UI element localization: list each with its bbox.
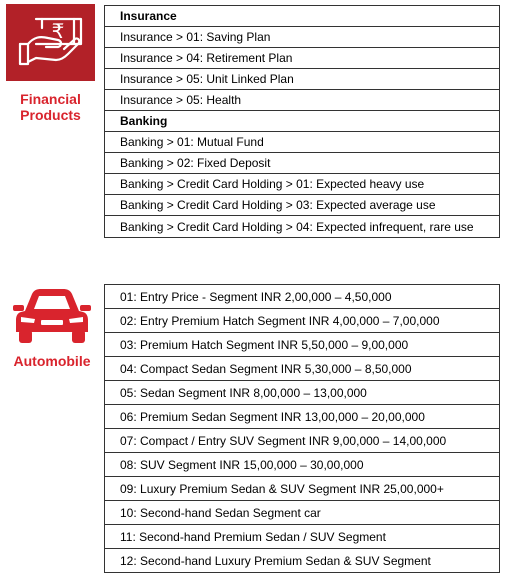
table-cell: Banking > 02: Fixed Deposit [105, 153, 500, 174]
table-cell: Insurance > 05: Health [105, 90, 500, 111]
rupee-note-in-hand-icon [6, 4, 95, 81]
table-row [105, 429, 500, 453]
table-row [105, 453, 500, 477]
table-cell: 04: Compact Sedan Segment INR 5,30,000 – 8,50,000 [105, 357, 500, 381]
table-cell: Insurance > 05: Unit Linked Plan [105, 69, 500, 90]
table-cell: 07: Compact / Entry SUV Segment INR 9,00,000 – 14,00,000 [105, 429, 500, 453]
table-section-header-row [105, 6, 500, 27]
table-row [105, 381, 500, 405]
automobile-table [104, 284, 500, 573]
car-front-icon [13, 284, 91, 344]
table-row [105, 90, 500, 111]
financial-products-label-line1: Financial [20, 91, 81, 107]
table-cell: 12: Second-hand Luxury Premium Sedan & SUV Segment [105, 549, 500, 573]
table-row [105, 285, 500, 309]
table-row [105, 549, 500, 573]
table-cell: Insurance > 01: Saving Plan [105, 27, 500, 48]
table-cell: 03: Premium Hatch Segment INR 5,50,000 – 9,00,000 [105, 333, 500, 357]
table-section-header-row [105, 111, 500, 132]
table-row [105, 477, 500, 501]
table-cell: Insurance > 04: Retirement Plan [105, 48, 500, 69]
table-row [105, 309, 500, 333]
table-row [105, 357, 500, 381]
table-cell: 06: Premium Sedan Segment INR 13,00,000 – 20,00,000 [105, 405, 500, 429]
table-cell: Banking > Credit Card Holding > 03: Expected average use [105, 195, 500, 216]
table-cell: 08: SUV Segment INR 15,00,000 – 30,00,000 [105, 453, 500, 477]
table-row [105, 195, 500, 216]
automobile-table-body [105, 285, 500, 573]
table-cell: 05: Sedan Segment INR 8,00,000 – 13,00,000 [105, 381, 500, 405]
financial-products-table [104, 5, 500, 238]
table-row [105, 69, 500, 90]
table-row [105, 48, 500, 69]
table-cell: 02: Entry Premium Hatch Segment INR 4,00,000 – 7,00,000 [105, 309, 500, 333]
table-cell: 09: Luxury Premium Sedan & SUV Segment INR 25,00,000+ [105, 477, 500, 501]
financial-products-label [0, 91, 101, 123]
svg-text:₹: ₹ [51, 19, 65, 43]
table-row [105, 333, 500, 357]
financial-products-table-body [105, 6, 500, 238]
financial-products-label-line2: Products [20, 107, 81, 123]
table-row [105, 216, 500, 238]
table-cell: Banking > Credit Card Holding > 04: Expected infrequent, rare use [105, 216, 500, 238]
table-cell: 11: Second-hand Premium Sedan / SUV Segment [105, 525, 500, 549]
automobile-label: Automobile [13, 353, 91, 369]
table-cell: Banking > Credit Card Holding > 01: Expected heavy use [105, 174, 500, 195]
table-cell: Banking > 01: Mutual Fund [105, 132, 500, 153]
table-row [105, 27, 500, 48]
table-section-header: Insurance [105, 6, 500, 27]
table-row [105, 525, 500, 549]
table-section-header: Banking [105, 111, 500, 132]
table-row [105, 174, 500, 195]
table-row [105, 132, 500, 153]
table-row [105, 501, 500, 525]
table-cell: 01: Entry Price - Segment INR 2,00,000 – 4,50,000 [105, 285, 500, 309]
table-row [105, 153, 500, 174]
table-cell: 10: Second-hand Sedan Segment car [105, 501, 500, 525]
table-row [105, 405, 500, 429]
